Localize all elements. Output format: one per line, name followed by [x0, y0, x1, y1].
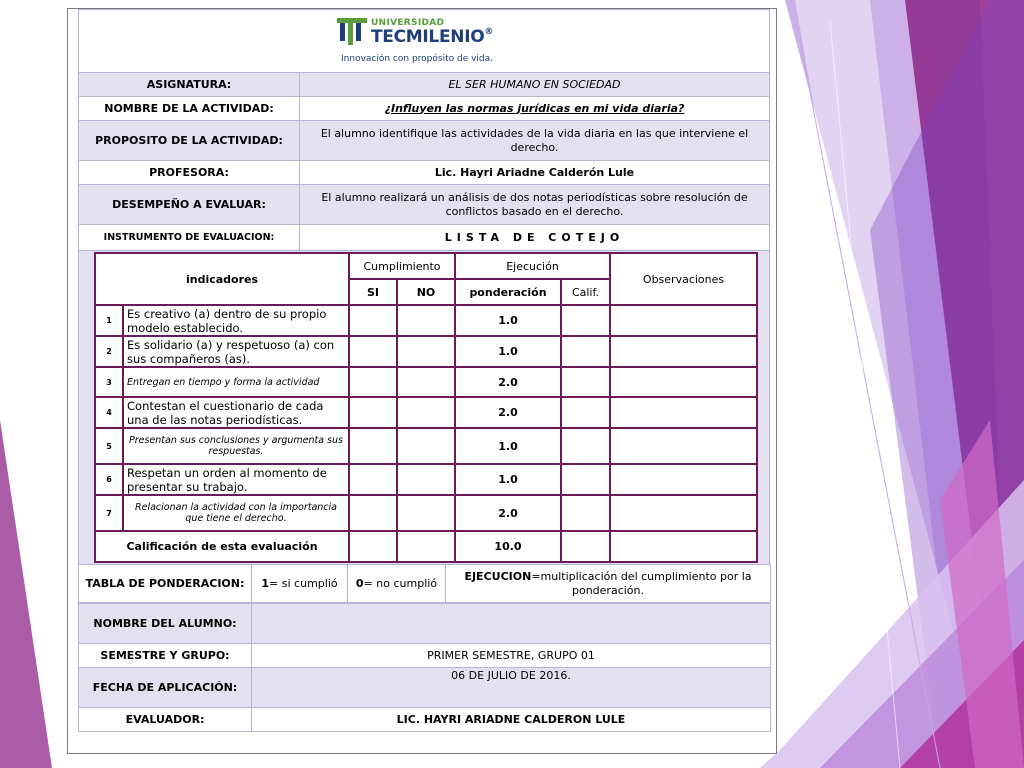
indicators-header: indicadores	[95, 253, 349, 305]
no-cell[interactable]	[397, 495, 455, 531]
row-number: 1	[95, 305, 123, 336]
indicator-text: Relacionan la actividad con la importancia que tiene el derecho.	[123, 495, 349, 531]
indicator-text: Es creativo (a) dentro de su propio modelo establecido.	[123, 305, 349, 336]
semester-value: PRIMER SEMESTRE, GRUPO 01	[252, 644, 771, 668]
grade-header: Calif.	[561, 279, 610, 305]
row-number: 4	[95, 397, 123, 428]
yes-cell[interactable]	[349, 367, 397, 397]
weight-cell: 1.0	[455, 428, 561, 464]
info-row	[79, 161, 770, 185]
observations-header: Observaciones	[610, 253, 757, 305]
observations-cell[interactable]	[610, 397, 757, 428]
yes-cell[interactable]	[349, 305, 397, 336]
student-row	[79, 644, 771, 668]
logo-name-text: TECMILENIO®	[371, 27, 494, 47]
logo-university-text: UNIVERSIDAD	[371, 18, 445, 28]
total-value: 10.0	[455, 531, 561, 562]
logo-header	[78, 9, 770, 72]
total-label: Calificación de esta evaluación	[95, 531, 349, 562]
ponderation-label: TABLA DE PONDERACION:	[79, 565, 252, 603]
ponderation-execution: EJECUCION=multiplicación del cumplimiento por la ponderación.	[446, 565, 771, 603]
checklist-header-row	[95, 253, 757, 279]
document-page	[67, 8, 777, 754]
row-number: 2	[95, 336, 123, 367]
no-cell[interactable]	[397, 397, 455, 428]
ponderation-row	[79, 565, 771, 603]
info-value: El alumno identifique las actividades de la vida diaria en las que interviene el derecho.	[300, 121, 770, 161]
no-total-cell	[397, 531, 455, 562]
info-value: LISTA DE COTEJO	[300, 225, 770, 251]
info-value: ¿Influyen las normas jurídicas en mi vida diaria?	[300, 97, 770, 121]
activity-info-table	[78, 72, 770, 251]
indicator-text: Presentan sus conclusiones y argumenta sus respuestas.	[123, 428, 349, 464]
semester-label: SEMESTRE Y GRUPO:	[79, 644, 252, 668]
info-value: El alumno realizará un análisis de dos notas periodísticas sobre resolución de conflictos basado en el derecho.	[300, 185, 770, 225]
date-label: FECHA DE APLICACIÓN:	[79, 668, 252, 708]
ponderation-table	[78, 564, 771, 603]
date-value: 06 DE JULIO DE 2016.	[252, 668, 771, 708]
observations-cell[interactable]	[610, 305, 757, 336]
info-value: Lic. Hayri Ariadne Calderón Lule	[300, 161, 770, 185]
student-row	[79, 708, 771, 732]
table-row	[95, 428, 757, 464]
row-number: 6	[95, 464, 123, 495]
observations-total-cell	[610, 531, 757, 562]
no-cell[interactable]	[397, 367, 455, 397]
yes-cell[interactable]	[349, 336, 397, 367]
no-cell[interactable]	[397, 336, 455, 367]
weight-cell: 1.0	[455, 336, 561, 367]
info-label: PROPOSITO DE LA ACTIVIDAD:	[79, 121, 300, 161]
no-header: NO	[397, 279, 455, 305]
evaluation-document	[78, 9, 770, 732]
grade-cell[interactable]	[561, 428, 610, 464]
weight-cell: 1.0	[455, 305, 561, 336]
student-name-label: NOMBRE DEL ALUMNO:	[79, 604, 252, 644]
yes-cell[interactable]	[349, 464, 397, 495]
ponderation-yes: 1= si cumplió	[252, 565, 348, 603]
info-row	[79, 225, 770, 251]
table-row	[95, 367, 757, 397]
grade-cell[interactable]	[561, 305, 610, 336]
student-name-field[interactable]	[252, 604, 771, 644]
student-row	[79, 604, 771, 644]
row-number: 3	[95, 367, 123, 397]
checklist-container	[78, 251, 770, 564]
grade-total-cell[interactable]	[561, 531, 610, 562]
info-label: PROFESORA:	[79, 161, 300, 185]
observations-cell[interactable]	[610, 336, 757, 367]
table-row	[95, 305, 757, 336]
row-number: 7	[95, 495, 123, 531]
info-row	[79, 121, 770, 161]
no-cell[interactable]	[397, 464, 455, 495]
tecmilenio-logo-icon	[337, 18, 367, 46]
weight-cell: 2.0	[455, 495, 561, 531]
info-row	[79, 73, 770, 97]
indicator-text: Respetan un orden al momento de presentar su trabajo.	[123, 464, 349, 495]
weight-cell: 2.0	[455, 397, 561, 428]
info-label: ASIGNATURA:	[79, 73, 300, 97]
grade-cell[interactable]	[561, 397, 610, 428]
indicator-text: Entregan en tiempo y forma la actividad	[123, 367, 349, 397]
evaluator-value: LIC. HAYRI ARIADNE CALDERON LULE	[252, 708, 771, 732]
info-row	[79, 185, 770, 225]
student-info-table	[78, 603, 771, 732]
total-row	[95, 531, 757, 562]
table-row	[95, 397, 757, 428]
weight-cell: 1.0	[455, 464, 561, 495]
checklist-table	[94, 252, 758, 563]
observations-cell[interactable]	[610, 495, 757, 531]
yes-header: SI	[349, 279, 397, 305]
info-label: NOMBRE DE LA ACTIVIDAD:	[79, 97, 300, 121]
execution-header: Ejecución	[455, 253, 610, 279]
grade-cell[interactable]	[561, 495, 610, 531]
logo-tagline: Innovación con propósito de vida.	[341, 54, 494, 64]
evaluator-label: EVALUADOR:	[79, 708, 252, 732]
weight-cell: 2.0	[455, 367, 561, 397]
info-row	[79, 97, 770, 121]
observations-cell[interactable]	[610, 367, 757, 397]
no-cell[interactable]	[397, 305, 455, 336]
info-value: EL SER HUMANO EN SOCIEDAD	[300, 73, 770, 97]
yes-cell[interactable]	[349, 495, 397, 531]
row-number: 5	[95, 428, 123, 464]
table-row	[95, 495, 757, 531]
grade-cell[interactable]	[561, 464, 610, 495]
info-label: INSTRUMENTO DE EVALUACION:	[79, 225, 300, 251]
grade-cell[interactable]	[561, 367, 610, 397]
yes-cell[interactable]	[349, 428, 397, 464]
grade-cell[interactable]	[561, 336, 610, 367]
yes-cell[interactable]	[349, 397, 397, 428]
ponderation-no: 0= no cumplió	[348, 565, 446, 603]
observations-cell[interactable]	[610, 464, 757, 495]
weight-header: ponderación	[455, 279, 561, 305]
info-label: DESEMPEÑO A EVALUAR:	[79, 185, 300, 225]
indicator-text: Contestan el cuestionario de cada una de las notas periodísticas.	[123, 397, 349, 428]
indicator-text: Es solidario (a) y respetuoso (a) con sus compañeros (as).	[123, 336, 349, 367]
observations-cell[interactable]	[610, 428, 757, 464]
table-row	[95, 336, 757, 367]
student-row	[79, 668, 771, 708]
no-cell[interactable]	[397, 428, 455, 464]
fulfillment-header: Cumplimiento	[349, 253, 455, 279]
table-row	[95, 464, 757, 495]
yes-total-cell	[349, 531, 397, 562]
